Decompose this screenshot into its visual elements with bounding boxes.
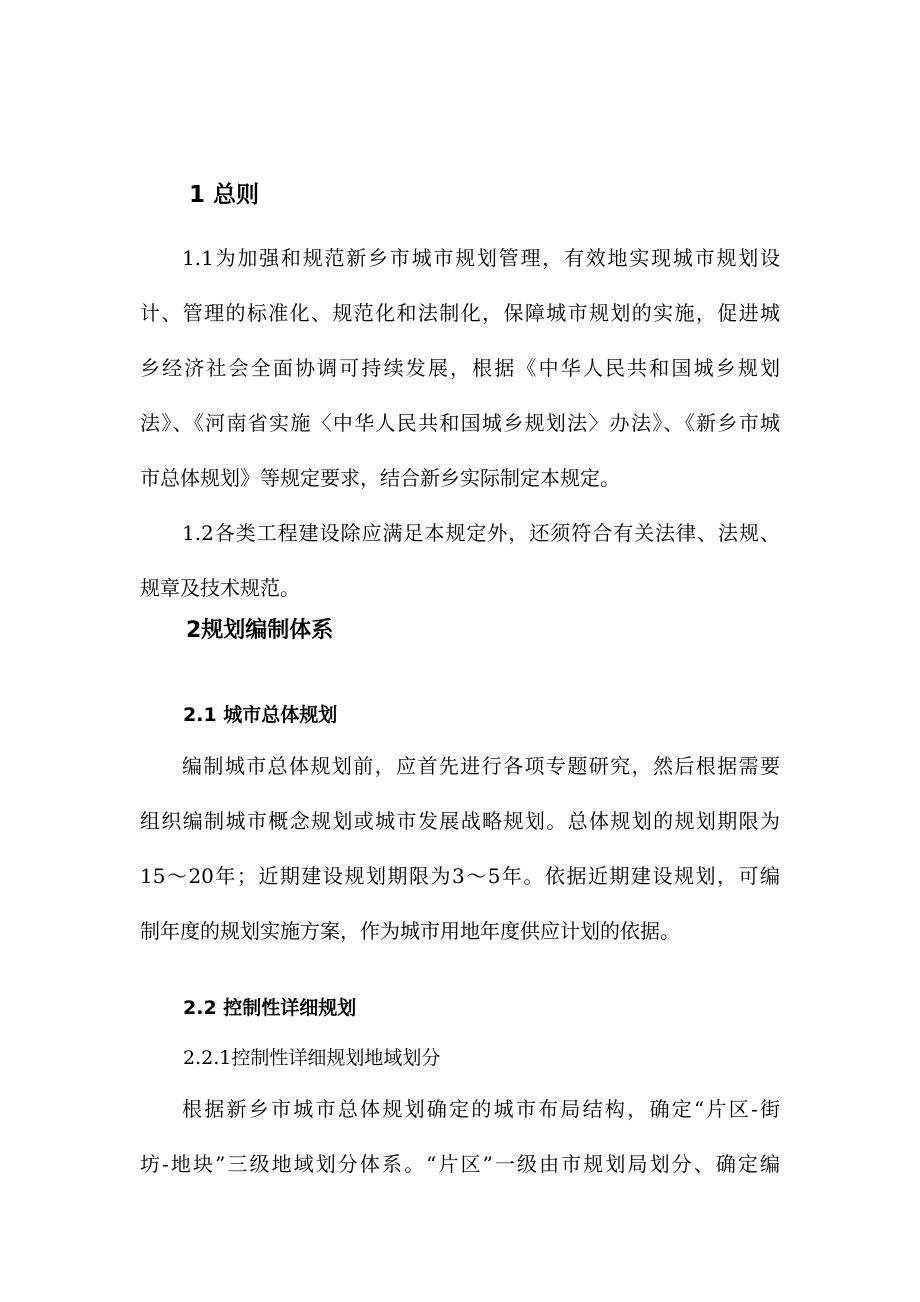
paragraph-line: 市总体规划》等规定要求，结合新乡实际制定本规定。 (140, 466, 620, 490)
paragraph-line: 坊-地块”三级地域划分体系。“片区”一级由市规划局划分、确定编 (140, 1152, 780, 1176)
paragraph-line: 组织编制城市概念规划或城市发展战略规划。总体规划的规划期限为 (140, 809, 780, 833)
paragraph-line: 根据新乡市城市总体规划确定的城市布局结构，确定“片区-街 (182, 1097, 780, 1121)
subsection-2-2-heading: 2.2 控制性详细规划 (183, 997, 357, 1019)
paragraph-line: 法》、《河南省实施〈中华人民共和国城乡规划法〉办法》、《新乡市城 (140, 411, 780, 435)
subsection-2-2-1-heading: 2.2.1控制性详细规划地域划分 (183, 1047, 441, 1069)
paragraph-line: 15～20年；近期建设规划期限为3～5年。依据近期建设规划，可编 (140, 864, 780, 888)
paragraph-line: 乡经济社会全面协调可持续发展，根据《中华人民共和国城乡规划 (140, 356, 780, 380)
section-1-heading: 1 总则 (189, 182, 260, 208)
paragraph-line: 1.2各类工程建设除应满足本规定外，还须符合有关法律、法规、 (182, 521, 780, 545)
paragraph-line: 1.1为加强和规范新乡市城市规划管理，有效地实现城市规划设 (182, 246, 780, 270)
subsection-2-1-heading: 2.1 城市总体规划 (183, 704, 338, 726)
paragraph-line: 制年度的规划实施方案，作为城市用地年度供应计划的依据。 (140, 919, 680, 943)
section-2-heading: 2规划编制体系 (186, 618, 334, 643)
paragraph-line: 规章及技术规范。 (140, 576, 300, 600)
paragraph-line: 编制城市总体规划前，应首先进行各项专题研究，然后根据需要 (182, 754, 780, 778)
paragraph-line: 计、管理的标准化、规范化和法制化，保障城市规划的实施，促进城 (140, 301, 780, 325)
